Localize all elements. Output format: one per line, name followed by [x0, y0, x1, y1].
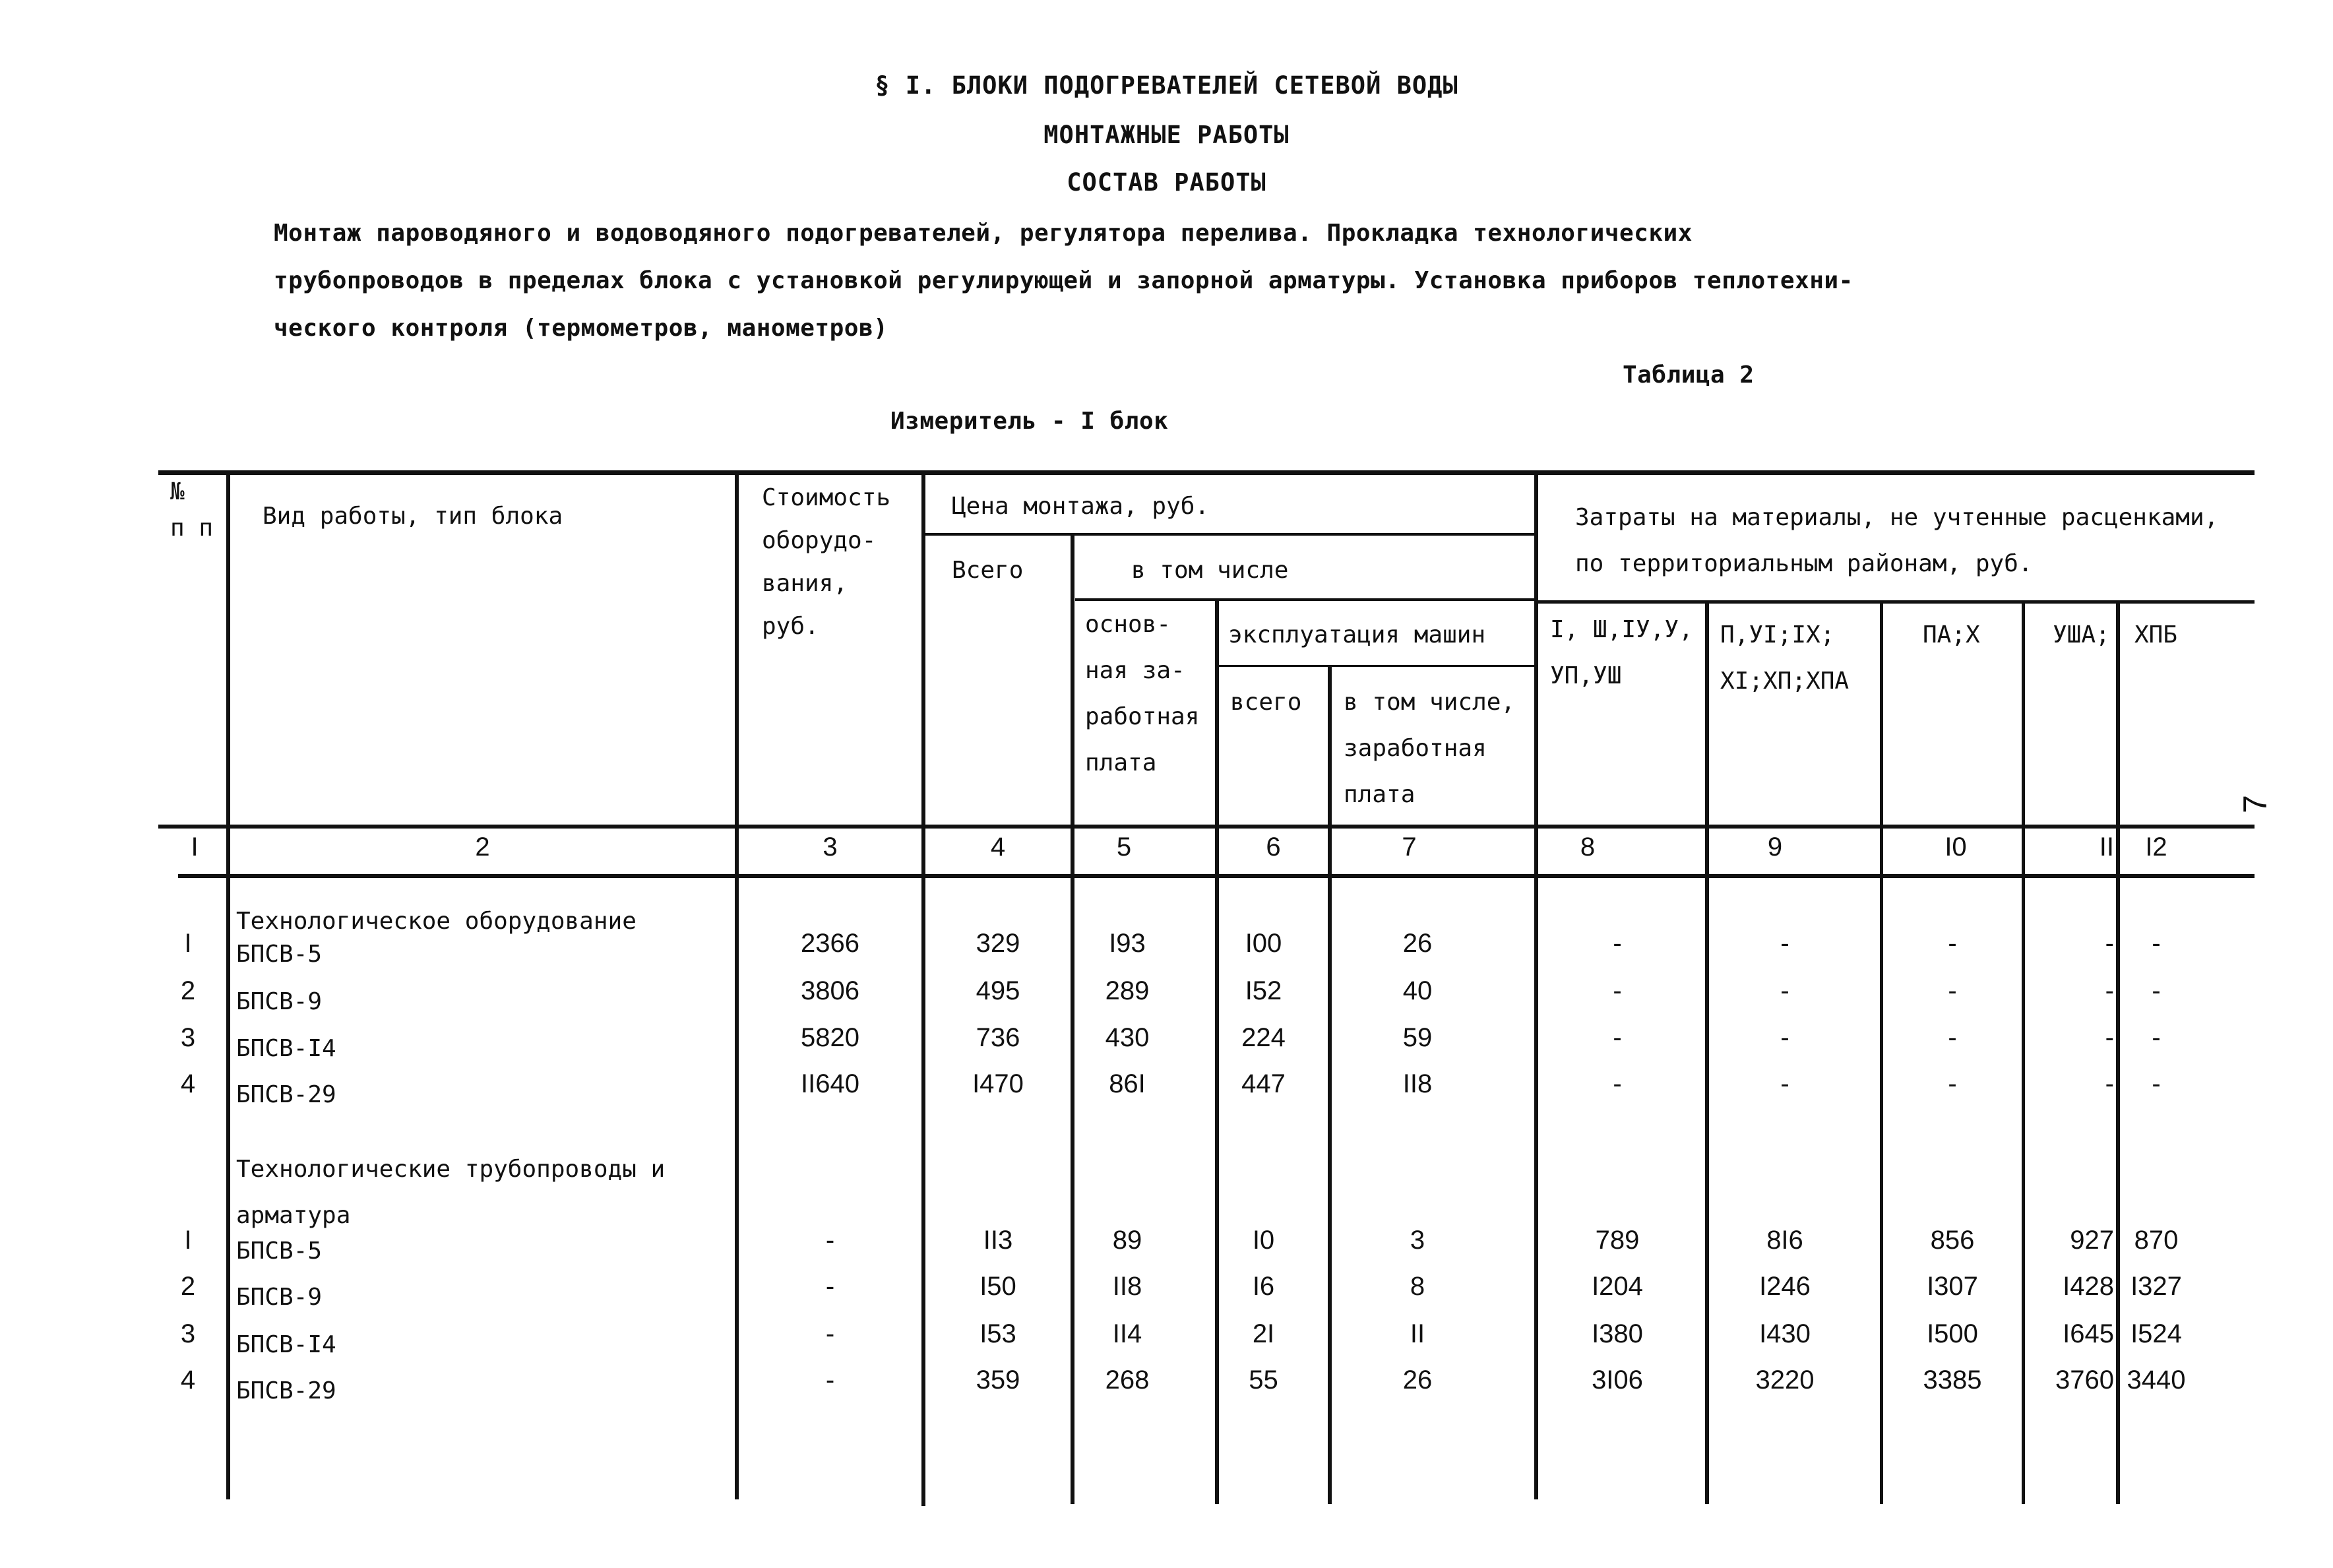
cell-c12: 870	[2134, 1226, 2179, 1255]
header-including: в том числе	[1131, 557, 1289, 584]
cell-n: 4	[180, 1365, 196, 1395]
cell-c6: I52	[1245, 976, 1282, 1005]
cell-c6: I0	[1252, 1226, 1275, 1255]
cell-c9: I246	[1759, 1272, 1811, 1301]
cell-c11: -	[2105, 929, 2114, 958]
header-materials-l2: по территориальным районам, руб.	[1575, 550, 2033, 577]
header-number-sign: №	[170, 478, 185, 505]
header-region-8-l1: I, Ш,IУ,У,	[1550, 616, 1693, 643]
colnum-10: I0	[1944, 832, 1967, 862]
cell-c10: -	[1948, 929, 1957, 958]
cell-c8: 3I06	[1592, 1365, 1643, 1395]
cell-c10: -	[1948, 976, 1957, 1005]
cell-c7: 59	[1402, 1023, 1433, 1052]
header-machines-wage	[1344, 679, 1515, 818]
description-line-2: трубопроводов в пределах блока с установкой регулирующей и запорной арматуры. Установка приборов теплотехни-	[274, 267, 1853, 294]
cell-c5: I93	[1109, 929, 1146, 958]
cell-name: БПСВ-29	[236, 1081, 336, 1108]
cell-c9: -	[1780, 976, 1789, 1005]
section-title-equipment: Технологическое оборудование	[236, 908, 637, 935]
colnum-4: 4	[990, 832, 1006, 862]
colnum-5: 5	[1116, 832, 1132, 862]
cell-c7: II8	[1402, 1069, 1433, 1098]
cell-c8: -	[1613, 929, 1622, 958]
cell-c6: 447	[1241, 1069, 1286, 1098]
header-region-10: ПА;X	[1923, 621, 1980, 648]
cell-c10: 856	[1930, 1226, 1975, 1255]
cell-c5: 86I	[1109, 1069, 1146, 1098]
cell-c6: 2I	[1252, 1319, 1275, 1348]
vline-4	[1071, 534, 1074, 1504]
cell-n: 4	[180, 1069, 196, 1098]
cell-c4: II3	[983, 1226, 1013, 1255]
header-region-9-l1: П,УI;IX;	[1720, 621, 1835, 648]
cell-c4: 359	[976, 1365, 1020, 1395]
header-region-8-l2: УП,УШ	[1550, 662, 1622, 689]
cell-c5: II4	[1112, 1319, 1142, 1348]
colnum-12: I2	[2145, 832, 2167, 862]
section-title-pipelines-l1: Технологические трубопроводы и	[236, 1156, 666, 1183]
cell-c3: 2366	[801, 929, 859, 958]
cell-c8: I204	[1592, 1272, 1643, 1301]
cell-n: I	[184, 929, 192, 958]
rule-header-bottom	[158, 825, 2255, 829]
colnum-2: 2	[475, 832, 490, 862]
header-equipment-cost-l2: оборудо-	[762, 527, 877, 554]
cell-name: БПСВ-9	[236, 1284, 323, 1311]
cell-c6: 224	[1241, 1023, 1286, 1052]
rule-price-group	[923, 533, 1537, 536]
cell-c12: -	[2152, 1023, 2161, 1052]
colnum-11: II	[2099, 832, 2114, 862]
cell-c12: -	[2152, 976, 2161, 1005]
cell-c8: -	[1613, 1069, 1622, 1098]
cell-c3: -	[825, 1226, 835, 1255]
header-machines-total: всего	[1230, 689, 1302, 716]
colnum-3: 3	[823, 832, 838, 862]
cell-c3: -	[825, 1365, 835, 1395]
cell-c12: 3440	[2127, 1365, 2186, 1395]
header-base-wage-l4: плата	[1085, 749, 1157, 776]
cell-c12: -	[2152, 929, 2161, 958]
header-region-9	[1720, 612, 1849, 705]
cell-c3: II640	[801, 1069, 859, 1098]
cell-c7: 8	[1410, 1272, 1425, 1301]
header-number	[170, 474, 213, 546]
cell-n: 3	[180, 1319, 196, 1348]
cell-c10: -	[1948, 1069, 1957, 1098]
cell-c4: 736	[976, 1023, 1020, 1052]
description-line-3: ческого контроля (термометров, манометров)	[274, 315, 888, 342]
cell-c12: -	[2152, 1069, 2161, 1098]
subtitle-installation-works: МОНТАЖНЫЕ РАБОТЫ	[1043, 121, 1290, 149]
description-line-1: Монтаж пароводяного и водоводяного подогревателей, регулятора перелива. Прокладка технологических	[274, 220, 1693, 247]
cell-n: 2	[180, 976, 196, 1005]
subtitle-work-composition: СОСТАВ РАБОТЫ	[1067, 168, 1266, 197]
colnum-9: 9	[1767, 832, 1783, 862]
cell-n: I	[184, 1226, 192, 1255]
rule-machines	[1075, 598, 1537, 601]
header-region-9-l2: XI;XП;XПА	[1720, 668, 1850, 695]
cell-c9: -	[1780, 929, 1789, 958]
cell-c12: I524	[2131, 1319, 2182, 1348]
header-equipment-cost-l4: руб.	[762, 613, 819, 640]
cell-c7: 3	[1410, 1226, 1425, 1255]
cell-c12: I327	[2131, 1272, 2182, 1301]
header-price-group: Цена монтажа, руб.	[952, 493, 1210, 520]
colnum-8: 8	[1580, 832, 1596, 862]
header-base-wage-l1: основ-	[1085, 611, 1171, 638]
header-number-pp: п п	[170, 515, 214, 542]
colnum-6: 6	[1266, 832, 1281, 862]
cell-c6: 55	[1249, 1365, 1278, 1395]
cell-name: БПСВ-I4	[236, 1035, 336, 1062]
rule-machines-sub	[1217, 665, 1537, 667]
cell-c9: -	[1780, 1069, 1789, 1098]
cell-c5: 430	[1105, 1023, 1150, 1052]
cell-c11: 3760	[2055, 1365, 2114, 1395]
cell-c8: I380	[1592, 1319, 1643, 1348]
cell-c9: 8I6	[1766, 1226, 1803, 1255]
cell-c10: I500	[1927, 1319, 1978, 1348]
cell-c4: 329	[976, 929, 1020, 958]
cell-name: БПСВ-29	[236, 1377, 336, 1404]
cell-c8: -	[1613, 976, 1622, 1005]
cell-c8: 789	[1595, 1226, 1640, 1255]
cell-c11: -	[2105, 976, 2114, 1005]
cell-c4: I470	[972, 1069, 1024, 1098]
header-base-wage-l2: ная за-	[1085, 657, 1185, 684]
cell-c10: -	[1948, 1023, 1957, 1052]
measure-unit: Измеритель - I блок	[890, 408, 1169, 435]
cell-c4: I53	[980, 1319, 1016, 1348]
cell-n: 2	[180, 1272, 196, 1301]
cell-c6: I00	[1245, 929, 1282, 958]
cell-c11: -	[2105, 1069, 2114, 1098]
header-region-11: УША;	[2053, 621, 2110, 648]
cell-c3: 5820	[801, 1023, 859, 1052]
cell-n: 3	[180, 1023, 196, 1052]
section-title-pipelines-l2: арматура	[236, 1202, 351, 1229]
cell-c3: 3806	[801, 976, 859, 1005]
cell-c4: I50	[980, 1272, 1016, 1301]
header-machines: эксплуатация машин	[1228, 621, 1486, 648]
header-work-type: Вид работы, тип блока	[263, 503, 563, 530]
header-materials-l1: Затраты на материалы, не учтенные расценками,	[1575, 504, 2219, 531]
cell-c9: 3220	[1755, 1365, 1815, 1395]
colnum-7: 7	[1402, 832, 1417, 862]
header-region-8	[1550, 607, 1693, 699]
header-machines-wage-l3: плата	[1344, 781, 1415, 808]
cell-name: БПСВ-I4	[236, 1331, 336, 1358]
cell-c6: I6	[1252, 1272, 1275, 1301]
cell-c10: 3385	[1923, 1365, 1982, 1395]
cell-c5: II8	[1112, 1272, 1142, 1301]
cell-name: БПСВ-5	[236, 1238, 323, 1265]
rule-top	[158, 470, 2255, 475]
cell-name: БПСВ-5	[236, 941, 323, 968]
cell-c7: II	[1410, 1319, 1425, 1348]
colnum-1: I	[191, 832, 199, 862]
header-equipment-cost	[762, 476, 890, 648]
cell-c9: I430	[1759, 1319, 1811, 1348]
header-base-wage-l3: работная	[1085, 703, 1200, 730]
cell-c3: -	[825, 1319, 835, 1348]
cell-c7: 40	[1402, 976, 1433, 1005]
header-total: Всего	[952, 557, 1024, 584]
header-machines-wage-l1: в том числе,	[1344, 689, 1516, 716]
header-equipment-cost-l3: вания,	[762, 570, 848, 597]
vline-1	[226, 470, 230, 1499]
cell-c11: I428	[2063, 1272, 2114, 1301]
cell-c11: I645	[2063, 1319, 2114, 1348]
cell-c5: 268	[1105, 1365, 1150, 1395]
cell-c10: I307	[1927, 1272, 1978, 1301]
cell-c4: 495	[976, 976, 1020, 1005]
cell-c5: 89	[1112, 1226, 1142, 1255]
cell-c11: 927	[2070, 1226, 2114, 1255]
rule-materials	[1537, 600, 2255, 604]
header-region-12: XПБ	[2134, 621, 2178, 648]
table-label: Таблица 2	[1623, 361, 1755, 389]
cell-c3: -	[825, 1272, 835, 1301]
cell-c7: 26	[1402, 1365, 1433, 1395]
cell-name: БПСВ-9	[236, 988, 323, 1015]
cell-c9: -	[1780, 1023, 1789, 1052]
cell-c7: 26	[1402, 929, 1433, 958]
header-base-wage	[1085, 602, 1199, 786]
header-materials	[1575, 495, 2218, 587]
cell-c11: -	[2105, 1023, 2114, 1052]
header-equipment-cost-l1: Стоимость	[762, 484, 891, 511]
page-mark: 7	[2236, 795, 2274, 813]
cell-c8: -	[1613, 1023, 1622, 1052]
header-machines-wage-l2: заработная	[1344, 735, 1487, 762]
section-title: § I. БЛОКИ ПОДОГРЕВАТЕЛЕЙ СЕТЕВОЙ ВОДЫ	[875, 71, 1458, 100]
cell-c5: 289	[1105, 976, 1150, 1005]
